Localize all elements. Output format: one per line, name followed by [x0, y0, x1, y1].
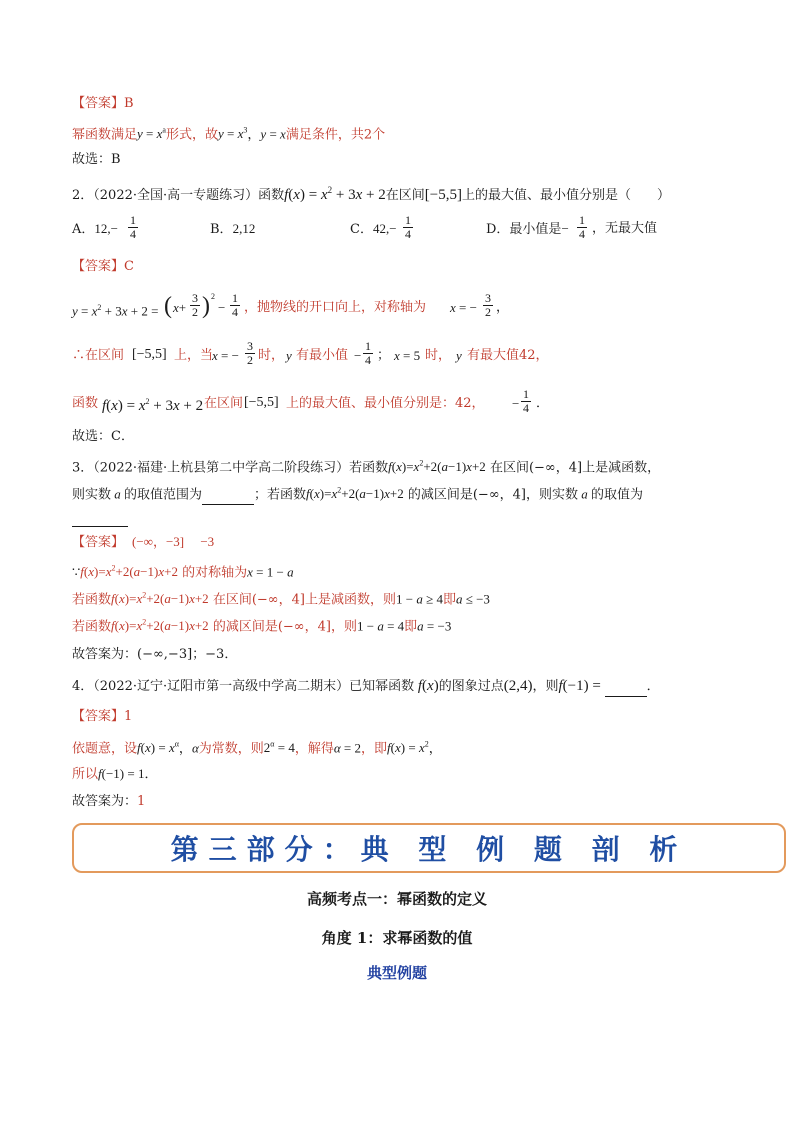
q3-explanation-2: 若函数$f(x)=x^2+2(a-1)x+2$ 在区间(−∞，4]上是减函数，则1 − a ≥ 4即a ≤ −3: [72, 591, 490, 608]
answer-blank: [202, 486, 254, 505]
heading-examples: 典型例题: [366, 964, 427, 982]
q1-conclusion: 故选：B: [72, 152, 121, 167]
q3-blank-line: [72, 508, 128, 527]
q4-explanation-2: 所以f(−1) = 1．: [72, 766, 158, 782]
section-banner-title: 第三部分：典 型 例 题 剖 析: [170, 833, 688, 866]
q2-stem: 2．（2022·全国·高一专题练习）函数$f(x) = x^2 + 3x + 2$在区间[−5,5]上的最大值、最小值分别是（ ）: [72, 185, 670, 203]
option-b: B．2,12: [210, 221, 256, 237]
answer-value: B: [124, 96, 134, 111]
option-a: A．12,−: [72, 221, 118, 237]
q1-explanation: 幂函数满足$y = x^a$形式，故$y = x^3$，y = x满足条件，共2个: [72, 126, 386, 143]
heading-topic: 高频考点一：幂函数的定义: [306, 890, 487, 908]
q1-answer-line: [72, 95, 134, 113]
heading-angle: 角度 1：求幂函数的值: [321, 929, 473, 947]
q4-conclusion: 故答案为：1: [72, 794, 146, 809]
option-d: D．最小值是−: [486, 221, 569, 237]
q4-explanation-1: 依题意，设$f(x) = x^\alpha$，α为常数，则$2^\alpha = 4$，解得α = 2，即$f(x) = x^2$，: [72, 740, 442, 757]
q3-conclusion: 故答案为：(−∞,−3]；−3．: [72, 647, 238, 662]
q3-explanation-3: 若函数$f(x)=x^2+2(a-1)x+2$ 的减区间是(−∞，4]，则1 − a = 4即a = −3: [72, 618, 452, 635]
answer-tag: 【答案】: [72, 96, 125, 111]
q2-answer-line: 【答案】C: [72, 259, 134, 274]
option-c: C．42,−: [350, 221, 397, 237]
q4-stem: 4．（2022·辽宁·辽阳市第一高级中学高二期末）已知幂函数 f(x)的图象过点(2,4)，则f(−1) = ．: [72, 677, 660, 697]
q4-answer-line: 【答案】1: [72, 709, 133, 724]
q3-stem-1: 3．（2022·福建·上杭县第二中学高二阶段练习）若函数$f(x)=x^2+2(a-1)x+2$ 在区间(−∞，4]上是减函数，: [72, 459, 661, 476]
q3-explanation-1: $\because f(x)=x^2+2(a-1)x+2$ 的对称轴为x = 1 − a: [72, 564, 294, 581]
q3-answer-line: 【答案】 (−∞，−3] −3: [72, 534, 215, 550]
q3-stem-2: 则实数 a 的取值范围为 ；若函数$f(x)=x^2+2(a-1)x+2$ 的减区间是(−∞，4]，则实数 a 的取值为: [72, 482, 643, 505]
q2-conclusion: 故选：C．: [72, 429, 134, 444]
section-banner: [72, 823, 786, 873]
